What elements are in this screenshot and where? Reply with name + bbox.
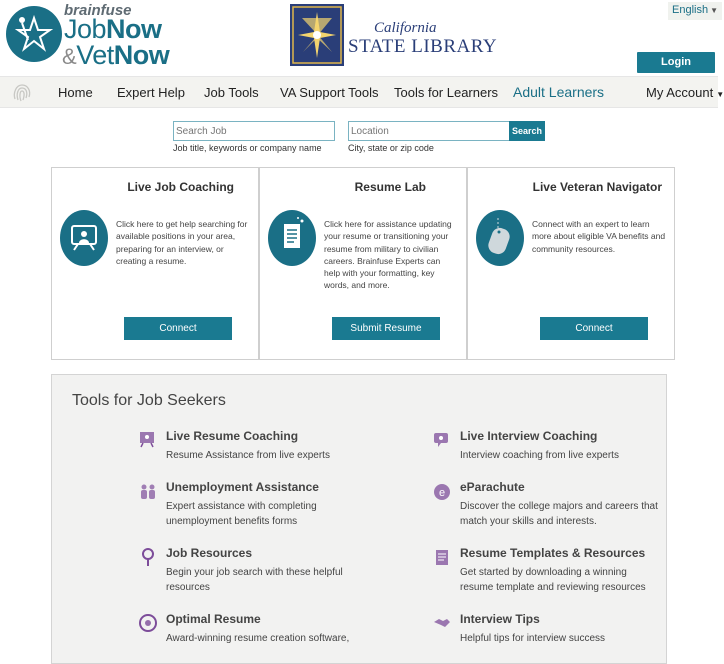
handshake-icon bbox=[432, 613, 452, 633]
library-name: STATE LIBRARY bbox=[348, 36, 498, 57]
card-description: Click here for assistance updating your resume or transitioning your resume from military to civilian careers. Brainfuse Experts can help with your formatting, key words, and more. bbox=[324, 219, 452, 291]
tool-desc: Discover the college majors and careers that match your skills and interests. bbox=[460, 501, 658, 527]
fingerprint-icon bbox=[10, 81, 34, 105]
templates-icon bbox=[432, 547, 452, 567]
nav-expert-help[interactable]: Expert Help bbox=[117, 85, 185, 100]
parachute-icon bbox=[432, 481, 452, 501]
jobnow-logo-icon[interactable] bbox=[6, 6, 62, 62]
svg-text:e: e bbox=[438, 487, 446, 499]
tool-title: Optimal Resume bbox=[166, 612, 261, 626]
tool-title: eParachute bbox=[460, 480, 525, 494]
caret-down-icon: ▼ bbox=[710, 6, 718, 15]
card-live-job-coaching bbox=[51, 167, 259, 360]
card-description: Connect with an expert to learn more about eligible VA benefits and community resources. bbox=[532, 219, 666, 254]
document-icon bbox=[268, 210, 316, 266]
nav-adult-learners[interactable]: Adult Learners bbox=[513, 84, 605, 100]
my-account-label: My Account bbox=[646, 85, 714, 100]
tool-title: Resume Templates & Resources bbox=[460, 546, 646, 560]
card-resume-lab bbox=[259, 167, 467, 360]
tools-for-job-seekers bbox=[51, 374, 667, 664]
tool-title: Live Resume Coaching bbox=[166, 429, 299, 443]
tool-title: Live Interview Coaching bbox=[460, 429, 598, 443]
nav-job-tools[interactable]: Job Tools bbox=[204, 85, 259, 100]
coaching-icon bbox=[138, 430, 158, 450]
brand-brainfuse: brainfuse bbox=[64, 2, 132, 19]
connect-button[interactable]: Connect bbox=[540, 317, 648, 340]
tool-desc: Expert assistance with completing unemployment benefits forms bbox=[166, 501, 317, 527]
location-hint: City, state or zip code bbox=[348, 143, 434, 153]
card-title: Live Job Coaching bbox=[127, 180, 234, 194]
state-library-star-icon bbox=[290, 4, 344, 66]
pin-icon bbox=[138, 547, 158, 567]
location-input[interactable] bbox=[348, 121, 510, 141]
tool-desc: Interview coaching from live experts bbox=[460, 450, 619, 461]
card-description: Click here to get help searching for available positions in your area, preparing for an interview, or creating a resume. bbox=[116, 219, 248, 266]
login-button[interactable]: Login bbox=[637, 52, 715, 73]
card-live-veteran-navigator bbox=[467, 167, 675, 360]
tool-desc: Get started by downloading a winning resume template and reviewing resources bbox=[460, 567, 646, 593]
brand-vetnow: &VetNow bbox=[62, 40, 170, 70]
brand-jobnow: JobNow bbox=[64, 14, 162, 44]
dog-tag-icon bbox=[476, 210, 524, 266]
nav-home[interactable]: Home bbox=[58, 85, 93, 100]
tool-title: Interview Tips bbox=[460, 612, 540, 626]
tool-title: Unemployment Assistance bbox=[166, 480, 319, 494]
tool-desc: Helpful tips for interview success bbox=[460, 633, 606, 644]
main-nav bbox=[0, 76, 724, 108]
tool-desc: Begin your job search with these helpful resources bbox=[166, 567, 343, 593]
tools-title: Tools for Job Seekers bbox=[72, 392, 226, 409]
card-title: Resume Lab bbox=[354, 180, 426, 194]
header bbox=[0, 0, 718, 76]
card-title: Live Veteran Navigator bbox=[532, 180, 662, 194]
library-california: California bbox=[374, 20, 437, 36]
job-search-hint: Job title, keywords or company name bbox=[173, 143, 322, 153]
caret-down-icon: ▼ bbox=[716, 90, 724, 99]
language-select[interactable] bbox=[668, 2, 722, 20]
job-search-input[interactable] bbox=[173, 121, 335, 141]
tool-desc: Resume Assistance from live experts bbox=[166, 450, 330, 461]
submit-resume-button[interactable]: Submit Resume bbox=[332, 317, 440, 340]
target-icon bbox=[138, 613, 158, 633]
language-label: English bbox=[672, 4, 709, 16]
chat-icon bbox=[432, 430, 452, 450]
tool-desc: Award-winning resume creation software, bbox=[166, 633, 350, 644]
nav-my-account[interactable] bbox=[646, 85, 724, 100]
tool-title: Job Resources bbox=[166, 546, 253, 560]
nav-va-support-tools[interactable]: VA Support Tools bbox=[280, 85, 379, 100]
connect-button[interactable]: Connect bbox=[124, 317, 232, 340]
nav-tools-for-learners[interactable]: Tools for Learners bbox=[394, 85, 499, 100]
presentation-icon bbox=[60, 210, 108, 266]
search-button[interactable]: Search bbox=[509, 121, 545, 141]
people-icon bbox=[138, 481, 158, 501]
